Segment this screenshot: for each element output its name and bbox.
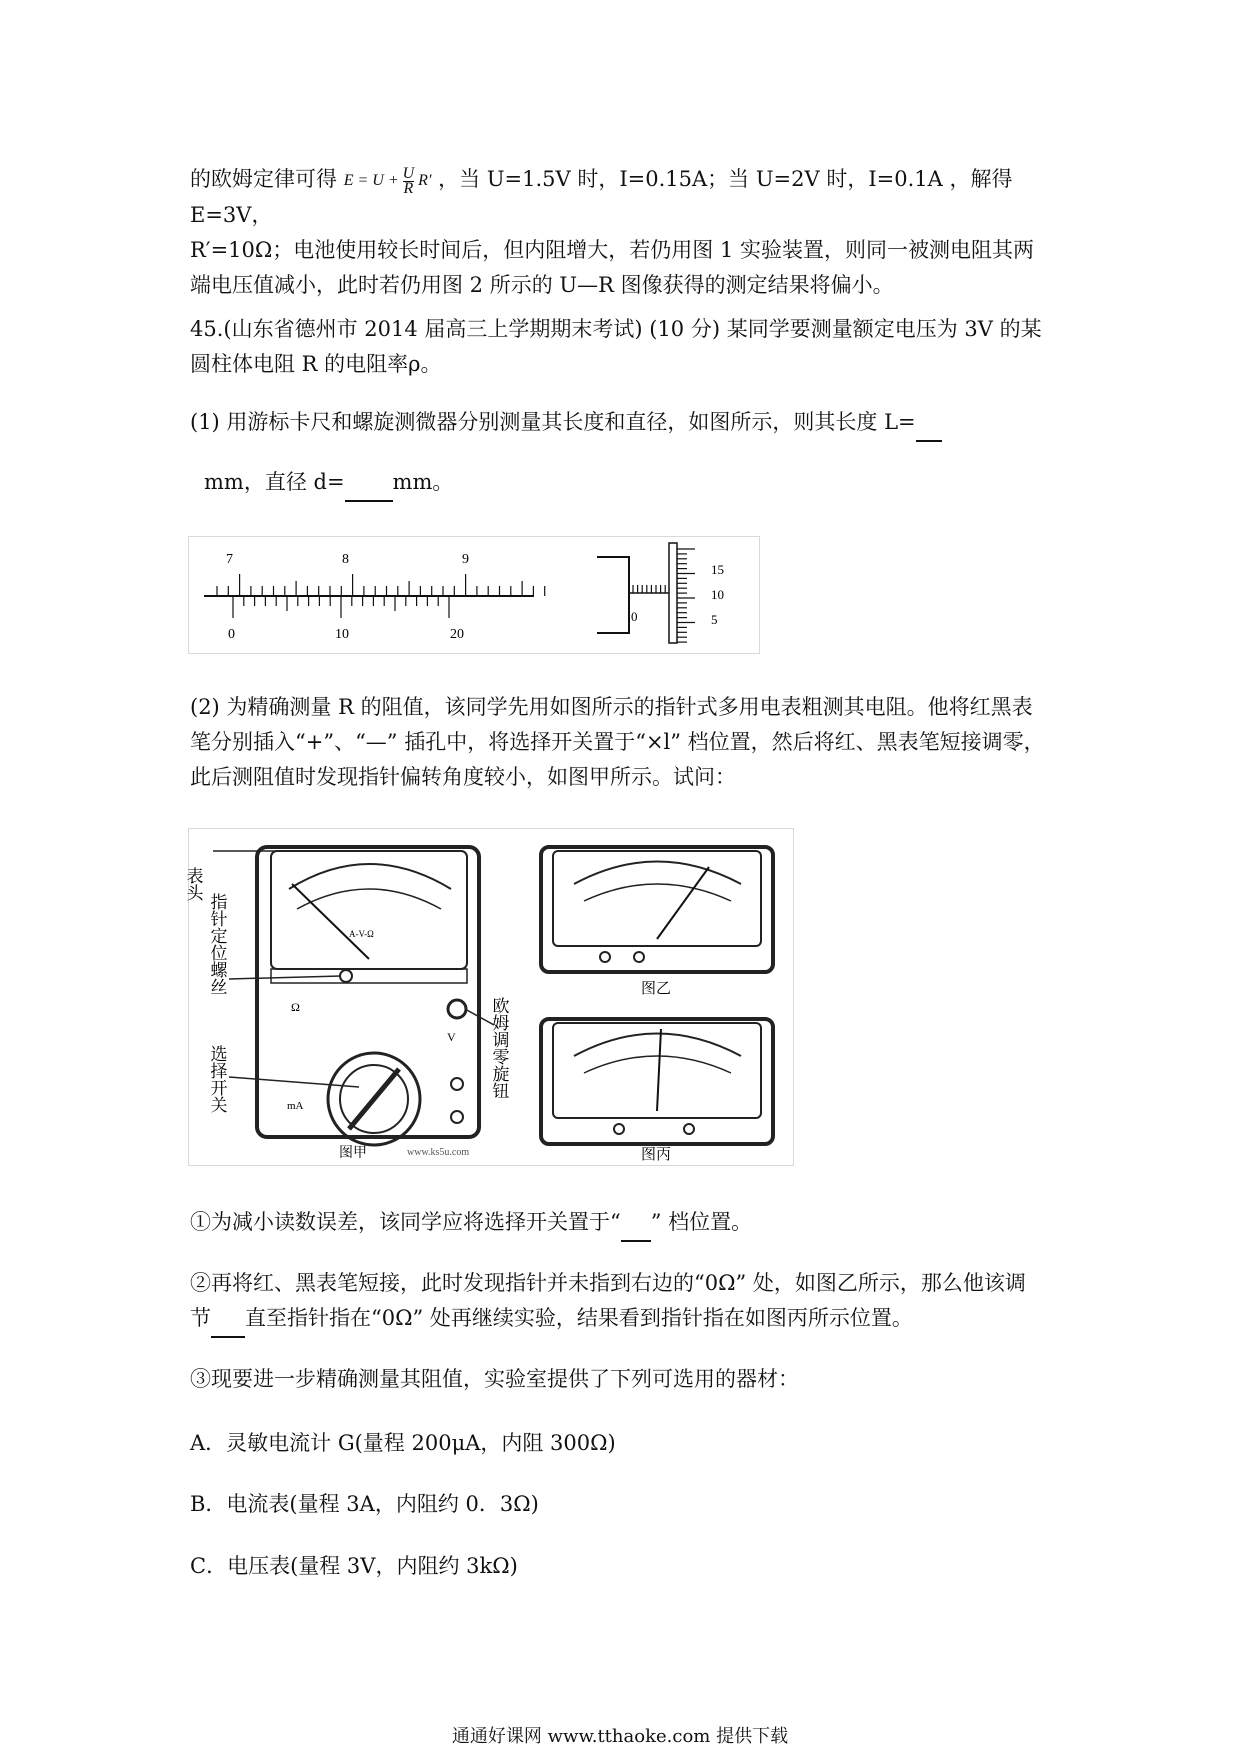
meter-yi-body	[541, 847, 773, 972]
part-1-line2	[204, 465, 1084, 502]
micrometer-thimble	[669, 543, 677, 643]
text: R′=10Ω；电池使用较长时间后，但内阻增大，若仍用图 1 实验装置，则同一被测电阻其两	[190, 238, 1035, 262]
watermark: www.ks5u.com	[407, 1147, 470, 1158]
part-1	[190, 405, 1070, 442]
selector-handle	[349, 1069, 399, 1129]
measurement-figure	[188, 536, 760, 654]
answer-blank-adjust[interactable]	[211, 1301, 245, 1338]
meter-dial-text: A-V-Ω	[349, 929, 374, 939]
micrometer-frame	[597, 557, 629, 633]
leader-line	[229, 1077, 359, 1087]
label-biaotou: 表头	[183, 867, 203, 901]
part-2	[190, 690, 1070, 795]
meter-yi-screw	[634, 952, 644, 962]
caption-bing: 图丙	[641, 1147, 672, 1163]
text: (2) 为精确测量 R 的阻值，该同学先用如图所示的指针式多用电表粗测其电阻。他将红黑表	[190, 695, 1033, 719]
caliper-vernier-label: 10	[335, 627, 349, 642]
formula-left: E = U +	[343, 172, 399, 189]
meter-yi-arc	[574, 862, 741, 885]
meter-yi-pointer	[657, 867, 709, 939]
micrometer-label: 5	[711, 612, 718, 627]
option-a	[190, 1426, 1070, 1461]
label-pointer-screw: 指针定位螺丝	[207, 893, 227, 995]
label-selector: 选择开关	[207, 1045, 227, 1113]
multimeter-diagram	[183, 829, 793, 1165]
meter-jia-body	[257, 847, 479, 1137]
option-b	[190, 1487, 1070, 1522]
text: ①为减小读数误差，该同学应将选择开关置于“	[190, 1210, 621, 1234]
meter-bing-arc	[574, 1034, 741, 1057]
meter-yi-arc	[584, 884, 731, 901]
sub-question-2	[190, 1266, 1070, 1338]
micrometer-sleeve-scale	[633, 585, 665, 593]
caption-yi: 图乙	[641, 981, 672, 997]
meter-bing-body	[541, 1019, 773, 1144]
caption-jia: 图甲	[339, 1146, 367, 1161]
text: 此后测阻值时发现指针偏转角度较小，如图甲所示。试问：	[190, 765, 736, 789]
meter-yi-face	[553, 851, 761, 946]
text: 直至指针指在“0Ω” 处再继续实验，结果看到指针指在如图丙所示位置。	[245, 1306, 913, 1330]
answer-blank-range[interactable]	[621, 1205, 651, 1242]
meter-ohm-symbol: Ω	[291, 1000, 300, 1014]
text: 的欧姆定律可得	[190, 167, 337, 191]
caliper-main-label: 8	[342, 552, 349, 567]
question-45	[190, 312, 1070, 382]
text: ②再将红、黑表笔短接，此时发现指针并未指到右边的“0Ω” 处，如图乙所示，那么他该调	[190, 1271, 1026, 1295]
leader-line	[229, 976, 341, 979]
option-text: A．灵敏电流计 G(量程 200μA，内阻 300Ω)	[190, 1431, 616, 1455]
meter-jia-arc	[289, 864, 451, 889]
fraction-denominator: R	[403, 179, 414, 197]
micrometer-thimble-scale	[677, 549, 695, 642]
footer: 通通好课网 www.tthaoke.com 提供下载	[451, 1726, 789, 1747]
meter-bing-screw	[684, 1124, 694, 1134]
caliper-vernier-label: 0	[228, 627, 235, 642]
answer-blank-length[interactable]	[916, 405, 942, 442]
text: 端电压值减小，此时若仍用图 2 所示的 U—R 图像获得的测定结果将偏小。	[190, 273, 894, 297]
text: 笔分别插入“+”、“—” 插孔中，将选择开关置于“×l” 档位置，然后将红、黑表笔短接调零，	[190, 730, 1045, 754]
fraction-numerator: U	[402, 164, 415, 182]
meter-yi-screw	[600, 952, 610, 962]
micrometer-sleeve-label: 0	[631, 609, 638, 624]
question-header: 45.(山东省德州市 2014 届高三上学期期末考试) (10 分) 某同学要测量额定电压为 3V 的某	[190, 317, 1042, 341]
caliper-vernier-scale	[233, 596, 449, 618]
caliper-main-label: 9	[462, 552, 469, 567]
pointer-screw	[340, 970, 352, 982]
meter-bing-pointer	[657, 1029, 661, 1111]
text: ，当 U=1.5V 时，I=0.15A；当 U=2V 时，I=0.1A ，解得 E=3V，	[190, 167, 1013, 227]
formula-right: R′	[418, 172, 432, 189]
caliper-main-label: 7	[226, 552, 233, 567]
meter-bing-screw	[614, 1124, 624, 1134]
text: 节	[190, 1306, 211, 1330]
plus-jack	[451, 1078, 463, 1090]
meter-bing-arc	[584, 1056, 731, 1073]
part-1-text: (1) 用游标卡尺和螺旋测微器分别测量其长度和直径，如图所示，则其长度 L=	[190, 410, 916, 434]
meter-ma-label: mA	[287, 1100, 304, 1112]
text: ” 档位置。	[650, 1210, 753, 1234]
formula	[344, 163, 432, 198]
meter-jia-ledge	[271, 969, 467, 983]
answer-blank-diameter[interactable]	[345, 465, 393, 502]
text: mm，直径 d=	[204, 470, 345, 494]
paragraph-ohm-law	[190, 162, 1070, 303]
micrometer-label: 15	[711, 562, 724, 577]
question-line: 圆柱体电阻 R 的电阻率ρ。	[190, 352, 442, 376]
option-c	[190, 1549, 1070, 1584]
sub-question-1	[190, 1205, 1070, 1242]
meter-v-label: V	[447, 1030, 456, 1044]
ohm-zero-knob	[448, 1000, 466, 1018]
option-text: B．电流表(量程 3A，内阻约 0．3Ω)	[190, 1492, 539, 1516]
option-text: C．电压表(量程 3V，内阻约 3kΩ)	[190, 1554, 518, 1578]
label-ohm-zero: 欧姆调零旋钮	[489, 997, 509, 1099]
caliper-main-scale	[217, 574, 545, 596]
text: mm。	[392, 470, 454, 494]
meter-jia-face	[271, 851, 467, 969]
text: ③现要进一步精确测量其阻值，实验室提供了下列可选用的器材：	[190, 1367, 799, 1391]
micrometer-label: 10	[711, 587, 724, 602]
measurement-diagram	[189, 537, 759, 653]
meter-jia-arc	[297, 889, 441, 909]
minus-jack	[451, 1111, 463, 1123]
caliper-vernier-label: 20	[450, 627, 464, 642]
multimeter-figure	[183, 828, 794, 1166]
fraction	[402, 164, 415, 197]
sub-question-3	[190, 1362, 1070, 1397]
